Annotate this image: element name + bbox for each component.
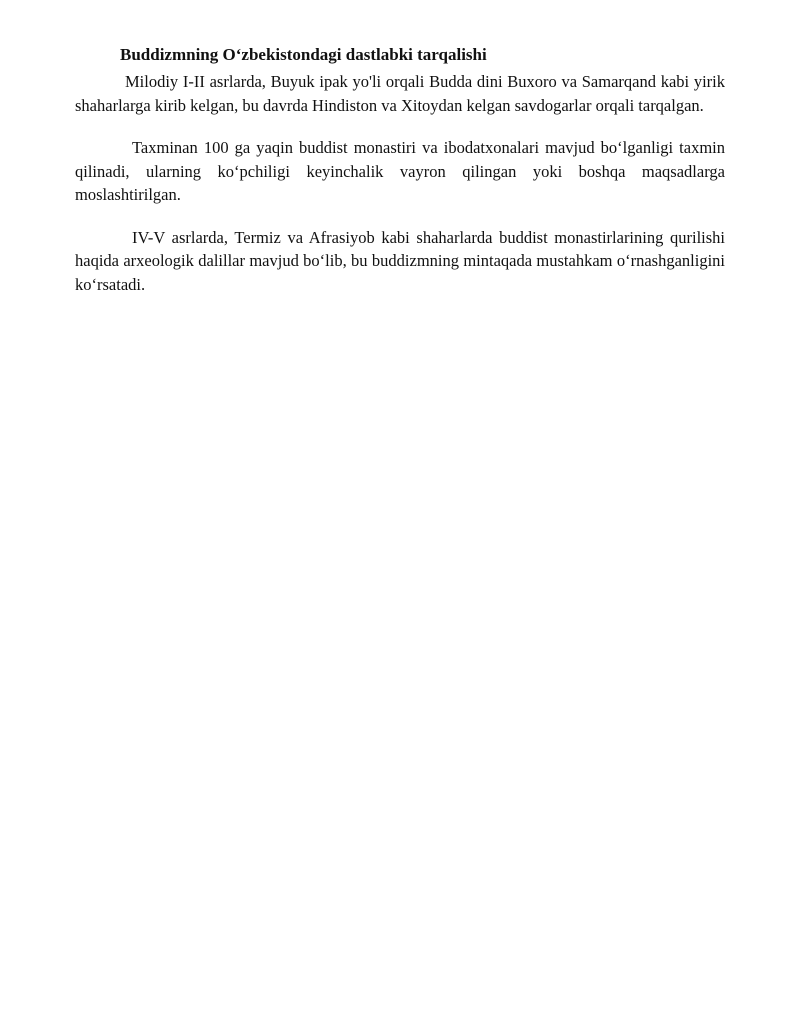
paragraph-3: IV-V asrlarda, Termiz va Afrasiyob kabi shaharlarda buddist monastirlarining qurilishi haqida arxeologik dalillar mavjud bo‘lib, bu buddizmning mintaqada mustahkam o‘rnashganligini ko‘rsatadi. [75, 227, 725, 294]
paragraph-2: Taxminan 100 ga yaqin buddist monastiri va ibodatxonalari mavjud bo‘lganligi taxmin qilinadi, ularning ko‘pchiligi keyinchalik vayron qilingan yoki boshqa maqsadlarga moslashtirilgan. [75, 138, 725, 204]
document-title: Buddizmning O‘zbekistondagi dastlabki tarqalishi [120, 45, 487, 64]
document-body [75, 44, 725, 296]
paragraph-1: Milodiy I-II asrlarda, Buyuk ipak yo'li orqali Budda dini Buxoro va Samarqand kabi yirik shaharlarga kirib kelgan, bu davrda Hindiston va Xitoydan kelgan savdogarlar orqali tarqalgan. [75, 72, 725, 115]
